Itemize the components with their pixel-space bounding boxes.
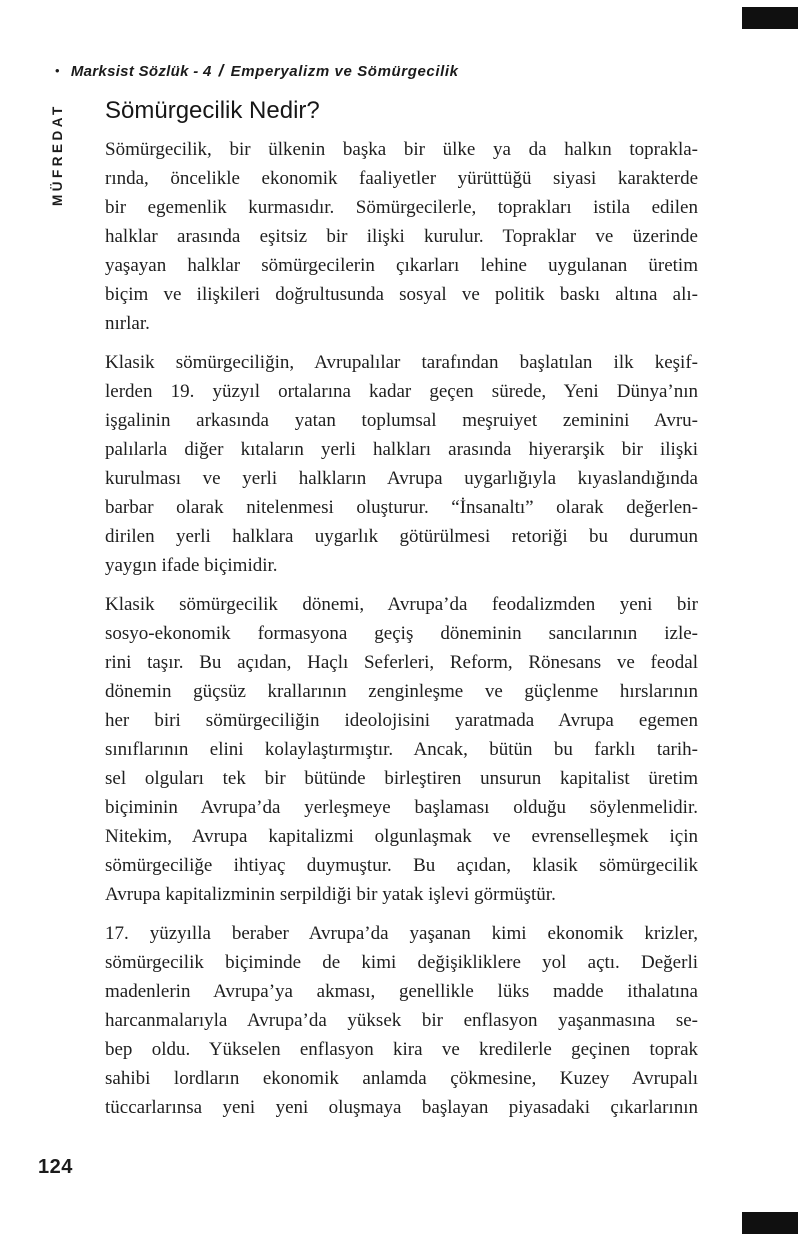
text-line: madenlerin Avrupa’ya akması, genellikle lüks madde ithalatına [105,981,698,1002]
text-line: rında, öncelikle ekonomik faaliyetler yürüttüğü siyasi karakterde [105,168,698,189]
paragraph [105,919,698,1122]
text-line: sömürgeciliğe ihtiyaç duymuştur. Bu açıdan, klasik sömürgecilik [105,855,698,876]
text-line: kurulması ve yerli halkların Avrupa uygarlığıyla kıyaslandığında [105,468,698,489]
text-line: bir egemenlik kurmasıdır. Sömürgecilerle, toprakları istila edilen [105,197,698,218]
text-line: palılarla diğer kıtaların yerli halkları arasında hiyerarşik bir ilişki [105,439,698,460]
text-line: yaşayan halklar sömürgecilerin çıkarları lehine uygulanan üretim [105,255,698,276]
text-line: nırlar. [105,313,150,334]
separator-slash: / [218,61,224,80]
text-line: biçiminin Avrupa’da yerleşmeye başlaması olduğu söylenmelidir. [105,797,698,818]
text-line: her biri sömürgeciliğin ideolojisini yaratmada Avrupa egemen [105,710,698,731]
text-line: barbar olarak nitelenmesi oluşturur. “İnsanaltı” olarak değerlen- [105,497,698,518]
text-line: Avrupa kapitalizminin serpildiği bir yatak işlevi görmüştür. [105,884,556,905]
text-line: halklar arasında eşitsiz bir ilişki kurulur. Topraklar ve üzerinde [105,226,698,247]
article-body [105,135,698,1122]
page-number: 124 [38,1156,73,1178]
paragraph [105,590,698,909]
text-line: sömürgecilik biçiminde de kimi değişikliklere yol açtı. Değerli [105,952,698,973]
text-line: sel olguları tek bir bütünde birleştiren unsurun kapitalist üretim [105,768,698,789]
series-title: Marksist Sözlük - 4 [70,63,212,80]
text-line: sosyo-ekonomik formasyona geçiş döneminin sancılarının izle- [105,623,698,644]
text-line: sınıflarının elini kolaylaştırmıştır. Ancak, bütün bu farklı tarih- [105,739,698,760]
running-head [55,61,459,81]
text-line: bep oldu. Yükselen enflasyon kira ve kredilerle geçinen toprak [105,1039,698,1060]
text-line: 17. yüzyılla beraber Avrupa’da yaşanan kimi ekonomik krizler, [105,923,698,944]
text-line: Klasik sömürgeciliğin, Avrupalılar tarafından başlatılan ilk keşif- [105,352,698,373]
text-line: rini taşır. Bu açıdan, Haçlı Seferleri, Reform, Rönesans ve feodal [105,652,698,673]
text-line: Klasik sömürgecilik dönemi, Avrupa’da feodalizmden yeni bir [105,594,698,615]
text-line: tüccarlarınsa yeni yeni oluşmaya başlayan piyasadaki çıkarlarının [105,1097,698,1118]
text-line: lerden 19. yüzyıl ortalarına kadar geçen sürede, Yeni Dünya’nın [105,381,698,402]
paragraph [105,348,698,580]
section-tab-label: MÜFREDAT [50,103,65,206]
paragraph [105,135,698,338]
text-line: biçim ve ilişkileri doğrultusunda sosyal ve politik baskı altına alı- [105,284,698,305]
text-line: yaygın ifade biçimidir. [105,555,278,576]
section-edge-mark-top [742,7,798,29]
article-title: Sömürgecilik Nedir? [105,97,320,124]
bullet-icon: • [55,63,60,78]
text-line: Nitekim, Avrupa kapitalizmi olgunlaşmak ve evrenselleşmek için [105,826,698,847]
text-line: sahibi lordların ekonomik anlamda çökmesine, Kuzey Avrupalı [105,1068,698,1089]
text-line: dönemin güçsüz krallarının zenginleşme ve güçlenme hırslarının [105,681,698,702]
text-line: dirilen yerli halklara uygarlık götürülmesi retoriği bu durumun [105,526,698,547]
section-edge-mark-bottom [742,1212,798,1234]
text-line: Sömürgecilik, bir ülkenin başka bir ülke ya da halkın toprakla- [105,139,698,160]
chapter-title: Emperyalizm ve Sömürgecilik [230,63,459,80]
article-content [105,96,698,1132]
text-line: işgalinin arkasında yatan toplumsal meşruiyet zeminini Avru- [105,410,698,431]
text-line: harcanmalarıyla Avrupa’da yüksek bir enflasyon yaşanmasına se- [105,1010,698,1031]
